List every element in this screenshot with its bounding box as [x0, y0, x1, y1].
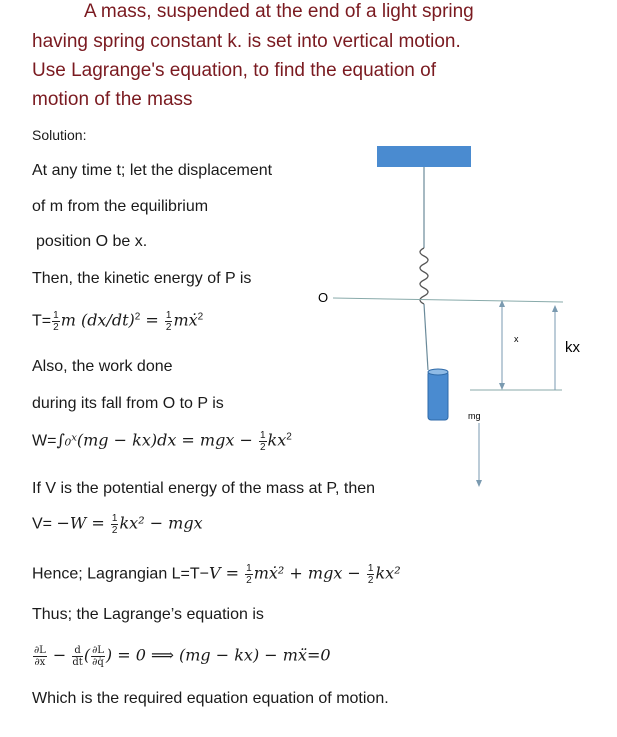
eq-text: 2 [197, 311, 204, 323]
origin-label: O [318, 290, 329, 305]
arrow-head [499, 383, 505, 390]
arrow-head [476, 480, 482, 487]
eq-text: = [140, 310, 164, 330]
eq-text: V = [209, 563, 245, 583]
fraction-half: $\frac{1}{2}$ [259, 430, 266, 453]
eq-text: mẋ² + mgx − [253, 563, 366, 583]
fraction-half: $\frac{1}{2}$ [367, 563, 374, 586]
text-line: of m from the equilibrium [32, 198, 209, 215]
eq-text: −W = [56, 513, 110, 533]
fraction-half: $\frac{1}{2}$ [165, 310, 172, 333]
fraction-d-dt: $\frac{d}{dt}$ [72, 645, 83, 668]
text-line: At any time t; let the displacement [32, 162, 273, 179]
eq-text: mẋ [173, 310, 198, 330]
fraction-half: $\frac{1}{2}$ [53, 310, 59, 333]
equilibrium-line [333, 298, 563, 302]
text-line: Also, the work done [32, 358, 173, 375]
text-line: position O be x. [36, 233, 148, 250]
text-line: If V is the potential energy of the mass at P, then [32, 480, 376, 497]
text-line: Which is the required equation equation of motion. [32, 690, 389, 707]
ceiling-support [377, 146, 471, 167]
lagrange-equation: $\frac{\partial L}{\partial x}$ − $\frac{d}{dt}$ ( $\frac{\partial L}{\partial q̇}$ ) = 0 ⟹ (mg − kx) − mẍ=0 [34, 645, 331, 668]
spring-icon [420, 248, 428, 304]
mass-top [428, 369, 448, 375]
eq-text: kx² [375, 563, 401, 583]
eq-text: Hence; Lagrangian L=T− [32, 565, 210, 583]
eq-text: = 0 ⟹ (mg − kx) − mẍ=0 [117, 645, 331, 665]
eq-text: 2 [286, 431, 292, 443]
title-line: having spring constant k. is set into vertical motion. [32, 31, 461, 52]
eq-text: V= [32, 515, 57, 533]
eq-text: ∫₀ˣ(mg − kx)dx = mgx − [56, 430, 258, 450]
eq-text: W= [32, 432, 57, 450]
fraction-dL-dq: $\frac{\partial L}{\partial q̇}$ [92, 645, 104, 668]
kx-label: kx [565, 339, 580, 356]
title-line: motion of the mass [32, 89, 193, 110]
eq-text: m (dx/dt) [60, 310, 135, 330]
mass-block [428, 371, 448, 420]
text-line: during its fall from O to P is [32, 395, 224, 412]
fraction-half: $\frac{1}{2}$ [246, 563, 252, 586]
solution-label: Solution: [32, 127, 87, 143]
eq-text: T= [32, 312, 52, 330]
title-line: Use Lagrange's equation, to find the equation of [32, 60, 436, 81]
fraction-dL-dx: $\frac{\partial L}{\partial x}$ [34, 645, 46, 668]
mg-label: mg [468, 411, 481, 421]
eq-text: 2 [134, 311, 141, 323]
text-line: Then, the kinetic energy of P is [32, 270, 252, 287]
title-line: A mass, suspended at the end of a light spring [84, 1, 474, 22]
fraction-half: $\frac{1}{2}$ [111, 513, 118, 536]
eq-text: kx² − mgx [119, 513, 203, 533]
text-line: Thus; the Lagrange’s equation is [32, 606, 264, 623]
eq-text: kx [267, 430, 287, 450]
x-label: x [514, 334, 519, 344]
string-bottom [424, 304, 428, 370]
arrow-head [552, 305, 558, 312]
